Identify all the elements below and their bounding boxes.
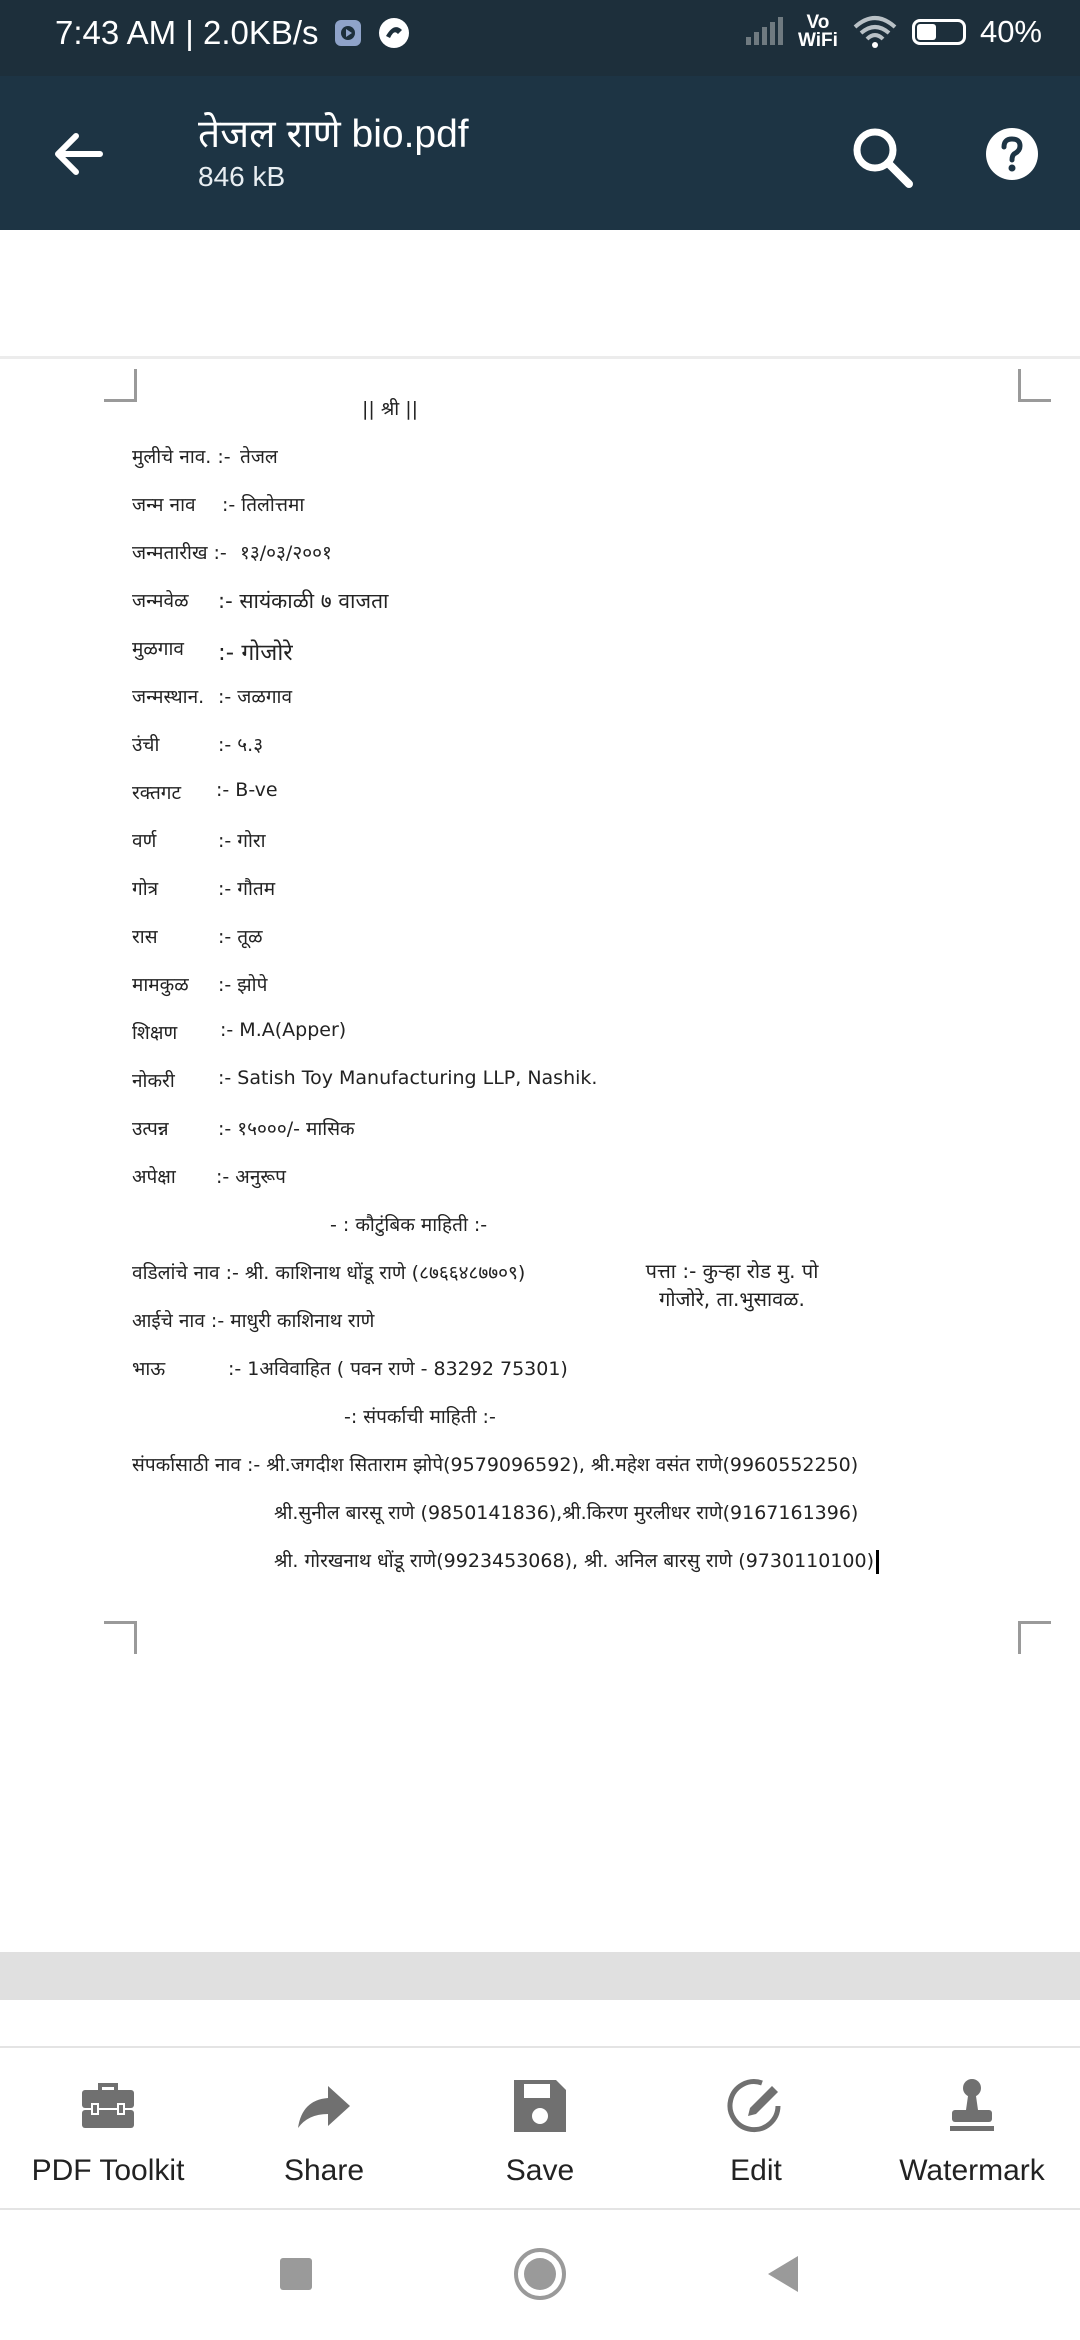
tool-label: Share bbox=[283, 2154, 365, 2187]
battery-percent: 40% bbox=[979, 14, 1042, 49]
recents-icon[interactable] bbox=[266, 2244, 326, 2304]
field-label: जन्मतारीख :- bbox=[132, 542, 227, 564]
mother-name: आईचे नाव :- माधुरी काशिनाथ राणे bbox=[132, 1310, 375, 1332]
system-navigation-bar bbox=[0, 2210, 1080, 2340]
bottom-toolbar bbox=[0, 2048, 1080, 2210]
document-title: तेजल राणे bio.pdf bbox=[198, 113, 469, 156]
field-value: :- तिलोत्तमा bbox=[222, 494, 305, 516]
crop-mark bbox=[104, 1621, 137, 1654]
arrow-back-icon[interactable] bbox=[48, 126, 108, 182]
field-value: :- ५.३ bbox=[218, 734, 264, 756]
share-icon bbox=[294, 2076, 354, 2136]
family-heading: - : कौटुंबिक माहिती :- bbox=[330, 1214, 488, 1236]
tool-label: Edit bbox=[730, 2154, 782, 2187]
status-time: 7:43 AM | 2.0KB/s bbox=[55, 14, 319, 51]
edit-button[interactable] bbox=[648, 2048, 864, 2208]
contact-line: संपर्कासाठी नाव :- श्री.जगदीश सिताराम झोपे(9579096592), श्री.महेश वसंत राणे(9960552250) bbox=[132, 1454, 859, 1476]
field-value: :- गोजोरे bbox=[218, 640, 293, 666]
field-label: वर्ण bbox=[132, 830, 157, 852]
signal-icon bbox=[744, 17, 784, 47]
status-bar bbox=[0, 0, 1080, 76]
field-value: :- M.A(Apper) bbox=[220, 1019, 347, 1041]
field-value: :- अनुरूप bbox=[216, 1166, 286, 1188]
father-name: वडिलांचे नाव :- श्री. काशिनाथ धोंडू राणे (८७६६४८७७०९) bbox=[132, 1262, 526, 1284]
field-label: मुलीचे नाव. :- bbox=[132, 446, 231, 468]
field-label: जन्म नाव bbox=[132, 494, 196, 516]
field-label: भाऊ bbox=[132, 1358, 166, 1380]
pdf-page[interactable] bbox=[0, 356, 1080, 1952]
watermark-button[interactable] bbox=[864, 2048, 1080, 2208]
field-label: मामकुळ bbox=[132, 974, 189, 996]
field-value: :- सायंकाळी ७ वाजता bbox=[218, 589, 389, 613]
field-value: :- B-ve bbox=[216, 779, 278, 801]
field-value: तेजल bbox=[240, 446, 278, 468]
tool-label: Watermark bbox=[899, 2154, 1045, 2187]
field-label: अपेक्षा bbox=[132, 1166, 176, 1188]
field-value: :- 1अविवाहित ( पवन राणे - 83292 75301) bbox=[228, 1358, 568, 1380]
share-button[interactable] bbox=[216, 2048, 432, 2208]
field-value: :- १५०००/- मासिक bbox=[218, 1118, 355, 1140]
field-label: नोकरी bbox=[132, 1070, 175, 1092]
crop-mark bbox=[104, 369, 137, 402]
field-label: शिक्षण bbox=[132, 1022, 178, 1044]
field-value: :- तूळ bbox=[218, 926, 263, 948]
back-icon[interactable] bbox=[754, 2244, 814, 2304]
screen-recorder-icon bbox=[333, 18, 363, 48]
edit-icon bbox=[726, 2076, 786, 2136]
field-label: गोत्र bbox=[132, 878, 159, 900]
pdf-viewer[interactable] bbox=[0, 230, 1080, 1952]
field-value: :- गौतम bbox=[218, 878, 276, 900]
field-label: उत्पन्न bbox=[132, 1118, 169, 1140]
toolbox-icon bbox=[78, 2076, 138, 2136]
contact-line: श्री.सुनील बारसू राणे (9850141836),श्री.किरण मुरलीधर राणे(9167161396) bbox=[274, 1502, 859, 1524]
field-label: जन्मवेळ bbox=[132, 590, 189, 612]
contact-heading: -: संपर्काची माहिती :- bbox=[344, 1406, 496, 1428]
doc-header: || श्री || bbox=[362, 398, 419, 420]
page-separator bbox=[0, 1952, 1080, 2002]
help-icon[interactable] bbox=[985, 127, 1039, 181]
page-separator-spacer bbox=[0, 2000, 1080, 2048]
crop-mark bbox=[1018, 369, 1051, 402]
wifi-icon bbox=[852, 15, 898, 49]
vowifi-indicator: Vo WiFi bbox=[798, 12, 838, 51]
pdf-toolkit-button[interactable] bbox=[0, 2048, 216, 2208]
app-notification-icon bbox=[377, 16, 411, 50]
save-button[interactable] bbox=[432, 2048, 648, 2208]
app-bar bbox=[0, 76, 1080, 230]
field-label: रक्तगट bbox=[132, 782, 182, 804]
field-value: :- जळगाव bbox=[218, 686, 293, 708]
field-label: उंची bbox=[132, 734, 160, 756]
search-icon[interactable] bbox=[847, 122, 917, 192]
file-size: 846 kB bbox=[198, 161, 286, 192]
field-label: जन्मस्थान. bbox=[132, 686, 205, 708]
battery-icon bbox=[912, 19, 966, 45]
save-icon bbox=[510, 2076, 570, 2136]
contact-line: श्री. गोरखनाथ धोंडू राणे(9923453068), श्री. अनिल बारसु राणे (9730110100) bbox=[274, 1547, 879, 1574]
field-value: :- झोपे bbox=[218, 974, 268, 996]
watermark-icon bbox=[942, 2076, 1002, 2136]
field-label: मुळगाव bbox=[132, 638, 184, 660]
home-icon[interactable] bbox=[510, 2244, 570, 2304]
text-cursor bbox=[876, 1550, 879, 1574]
field-value: :- Satish Toy Manufacturing LLP, Nashik. bbox=[218, 1067, 598, 1089]
tool-label: PDF Toolkit bbox=[31, 2154, 185, 2187]
tool-label: Save bbox=[505, 2154, 575, 2187]
field-value: १३/०३/२००१ bbox=[240, 542, 332, 564]
address-block: पत्ता :- कुऱ्हा रोड मु. पो गोजोरे, ता.भुसावळ. bbox=[645, 1259, 819, 1311]
field-label: रास bbox=[132, 926, 158, 948]
crop-mark bbox=[1018, 1621, 1051, 1654]
field-value: :- गोरा bbox=[218, 830, 266, 852]
